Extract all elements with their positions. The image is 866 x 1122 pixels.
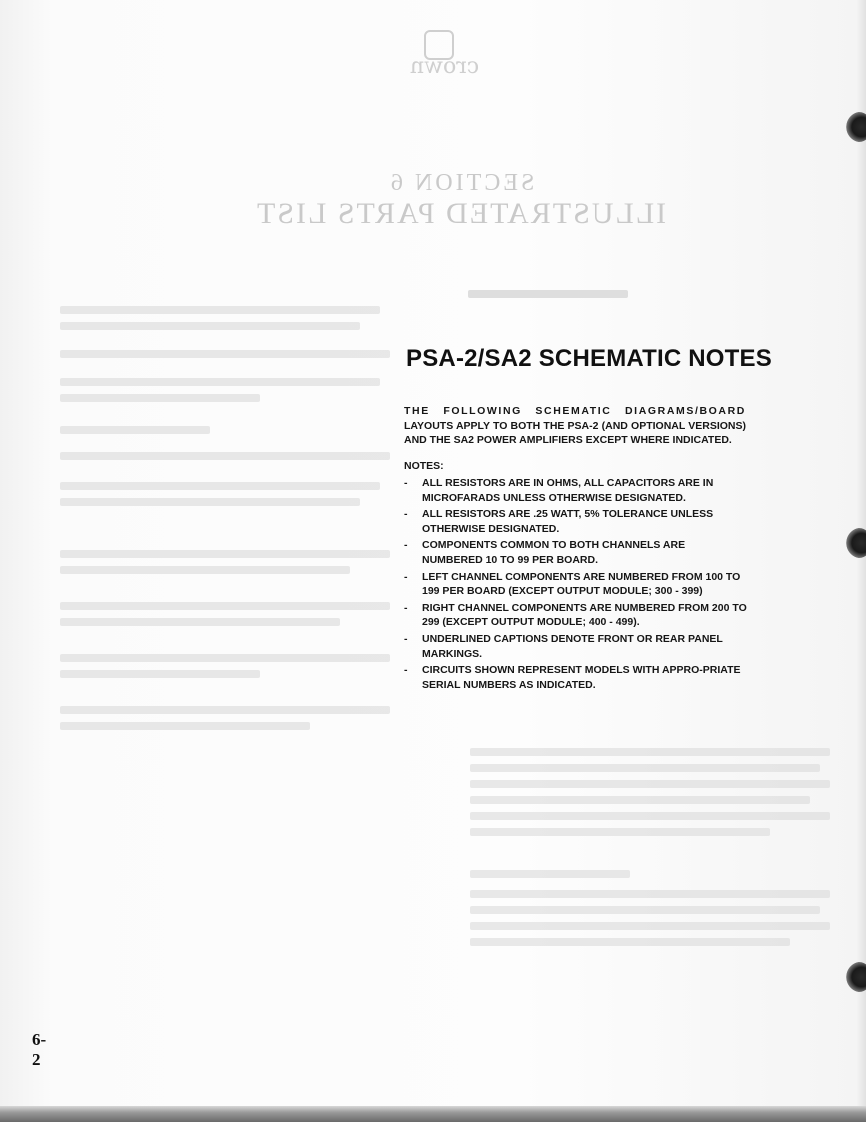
intro-rest: LAYOUTS APPLY TO BOTH THE PSA-2 (AND OPTIONAL VERSIONS) AND THE SA2 POWER AMPLIFIERS EXCEPT WHERE INDICATED. — [404, 419, 746, 446]
intro-first-line: THE FOLLOWING SCHEMATIC DIAGRAMS/BOARD — [404, 405, 746, 417]
bleed-through-heading: ILLUSTRATED PARTS LIST — [255, 197, 667, 230]
notes-list — [404, 476, 748, 694]
note-item — [404, 476, 748, 505]
bullet-dash: - — [404, 539, 408, 552]
note-item — [404, 601, 748, 630]
note-text: ALL RESISTORS ARE IN OHMS, ALL CAPACITORS ARE IN MICROFARADS UNLESS OTHERWISE DESIGNATED. — [422, 477, 714, 504]
note-item — [404, 507, 748, 536]
binder-hole-top — [846, 112, 866, 142]
bullet-dash: - — [404, 508, 408, 521]
note-text: CIRCUITS SHOWN REPRESENT MODELS WITH APPRO-PRIATE SERIAL NUMBERS AS INDICATED. — [422, 664, 741, 691]
note-item — [404, 632, 748, 661]
intro-paragraph — [404, 404, 746, 448]
bullet-dash: - — [404, 477, 408, 489]
bullet-dash: - — [404, 570, 408, 583]
binder-hole-bottom — [846, 962, 866, 992]
bullet-dash: - — [404, 632, 408, 645]
note-text: UNDERLINED CAPTIONS DENOTE FRONT OR REAR PANEL MARKINGS. — [422, 632, 723, 660]
note-text: ALL RESISTORS ARE .25 WATT, 5% TOLERANCE UNLESS OTHERWISE DESIGNATED. — [422, 508, 714, 535]
bullet-dash: - — [404, 601, 408, 614]
note-item — [404, 570, 748, 599]
page-bottom-edge — [0, 1106, 866, 1122]
note-item — [404, 538, 748, 567]
notes-label: NOTES: — [404, 460, 444, 472]
note-text: LEFT CHANNEL COMPONENTS ARE NUMBERED FROM 100 TO 199 PER BOARD (EXCEPT OUTPUT MODULE; 300 - 399) — [422, 570, 741, 598]
bullet-dash: - — [404, 664, 408, 677]
note-text: RIGHT CHANNEL COMPONENTS ARE NUMBERED FROM 200 TO 299 (EXCEPT OUTPUT MODULE; 400 - 499). — [422, 601, 747, 629]
bleed-through-section: SECTION 6 — [388, 170, 535, 196]
note-item — [404, 663, 748, 692]
page-title: PSA-2/SA2 SCHEMATIC NOTES — [406, 345, 772, 372]
note-text: COMPONENTS COMMON TO BOTH CHANNELS ARE NUMBERED 10 TO 99 PER BOARD. — [422, 539, 686, 566]
page-number: 6-2 — [32, 1030, 47, 1069]
binder-hole-middle — [846, 528, 866, 558]
bleed-through-brand: crown — [410, 54, 480, 79]
